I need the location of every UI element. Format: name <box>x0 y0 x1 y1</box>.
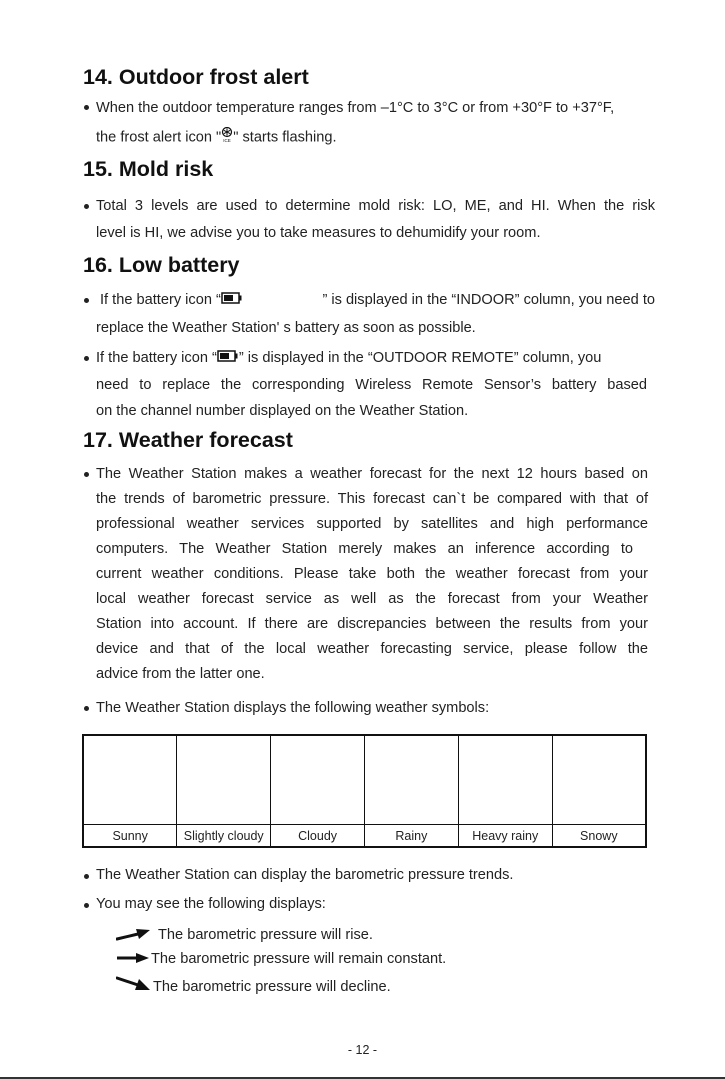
forecast-para-line3: professional weather services supported by satellites and high performance <box>96 516 648 532</box>
forecast-para-line6: local weather forecast service as well as the forecast from your Weather <box>96 591 648 607</box>
symbol-image-cell <box>552 735 646 825</box>
forecast-para-line2: the trends of barometric pressure. This forecast can`t be compared with that of <box>96 491 648 507</box>
battery-pre-text: If the battery icon “ <box>96 350 217 366</box>
symbols-intro-text: The Weather Station displays the following weather symbols: <box>96 700 490 716</box>
section-16-heading: 16. Low battery <box>83 253 240 277</box>
forecast-para-line9: advice from the latter one. <box>96 666 265 682</box>
bullet-dot <box>84 105 89 110</box>
trend-constant-text: The barometric pressure will remain constant. <box>151 951 447 967</box>
arrow-right-icon <box>116 951 150 970</box>
bullet-dot <box>84 472 89 477</box>
low-battery-outdoor-line1 <box>96 349 601 367</box>
weather-symbols-table <box>82 734 647 848</box>
svg-text:ICE: ICE <box>223 138 231 143</box>
low-battery-indoor-post: ” is displayed in the “INDOOR” column, you need to <box>322 292 655 308</box>
bullet-dot <box>84 356 89 361</box>
forecast-para-line1: The Weather Station makes a weather forecast for the next 12 hours based on <box>96 466 648 482</box>
battery-icon <box>217 349 239 367</box>
symbol-label-sunny: Sunny <box>83 825 177 848</box>
pressure-trends-intro: The Weather Station can display the barometric pressure trends. <box>96 867 514 883</box>
symbol-image-cell <box>177 735 271 825</box>
bullet-dot <box>84 903 89 908</box>
section-14-heading: 14. Outdoor frost alert <box>83 65 309 89</box>
trend-decline-text: The barometric pressure will decline. <box>153 979 391 995</box>
symbol-image-cell <box>271 735 365 825</box>
bullet-dot <box>84 204 89 209</box>
symbol-label-snowy: Snowy <box>552 825 646 848</box>
low-battery-outdoor-line3: on the channel number displayed on the Weather Station. <box>96 403 469 419</box>
mold-risk-text-line1: Total 3 levels are used to determine mold risk: LO, ME, and HI. When the risk <box>96 198 655 214</box>
trend-rise-text: The barometric pressure will rise. <box>158 927 373 943</box>
symbol-label-cloudy: Cloudy <box>271 825 365 848</box>
frost-alert-text-line1: When the outdoor temperature ranges from –1°C to 3°C or from +30°F to +37°F, <box>96 100 615 116</box>
forecast-para-line7: Station into account. If there are discrepancies between the results from your <box>96 616 648 632</box>
symbol-image-cell <box>364 735 458 825</box>
frost-alert-icon <box>221 127 233 148</box>
low-battery-outdoor-post: ” is displayed in the “OUTDOOR REMOTE” column, you <box>238 350 602 366</box>
low-battery-indoor-line2: replace the Weather Station' s battery as soon as possible. <box>96 320 476 336</box>
forecast-para-line8: device and that of the local weather forecasting service, please follow the <box>96 641 648 657</box>
battery-pre-text: If the battery icon “ <box>100 292 221 308</box>
low-battery-indoor-line1 <box>100 291 655 309</box>
frost-alert-text-line2 <box>96 127 337 148</box>
frost-alert-pre-text: the frost alert icon " <box>96 129 222 146</box>
symbol-image-cell <box>83 735 177 825</box>
displays-intro: You may see the following displays: <box>96 896 326 912</box>
section-15-heading: 15. Mold risk <box>83 157 214 181</box>
forecast-para-line4: computers. The Weather Station merely makes an inference according to <box>96 541 633 557</box>
bullet-dot <box>84 706 89 711</box>
page-number: - 12 - <box>347 1043 378 1057</box>
mold-risk-text-line2: level is HI, we advise you to take measures to dehumidify your room. <box>96 225 541 241</box>
forecast-para-line5: current weather conditions. Please take both the weather forecast from your <box>96 566 648 582</box>
bullet-dot <box>84 298 89 303</box>
bullet-dot <box>84 874 89 879</box>
symbol-label-heavy-rainy: Heavy rainy <box>458 825 552 848</box>
arrow-down-right-icon <box>116 975 152 998</box>
frost-alert-post-text: " starts flashing. <box>233 129 337 146</box>
section-17-heading: 17. Weather forecast <box>83 428 293 452</box>
symbol-image-cell <box>458 735 552 825</box>
battery-icon <box>221 291 243 309</box>
low-battery-indoor-pre <box>100 291 243 309</box>
arrow-up-right-icon <box>116 926 152 947</box>
symbol-label-slightly-cloudy: Slightly cloudy <box>177 825 271 848</box>
symbol-label-rainy: Rainy <box>364 825 458 848</box>
low-battery-outdoor-line2: need to replace the corresponding Wireless Remote Sensor’s battery based <box>96 377 647 393</box>
